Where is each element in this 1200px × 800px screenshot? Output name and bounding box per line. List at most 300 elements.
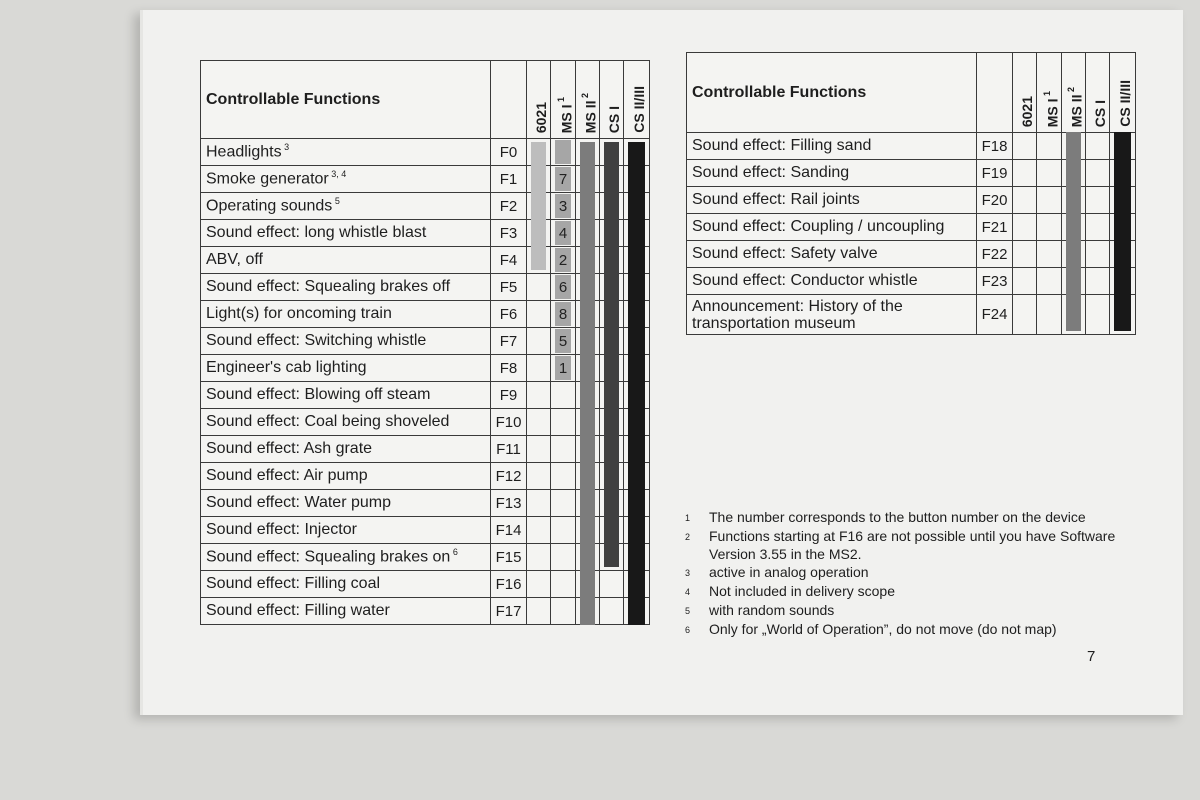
device-header: CS II/III — [1110, 53, 1136, 133]
device-support-cell — [1110, 187, 1136, 214]
table-row — [201, 220, 650, 247]
function-name: Sound effect: Safety valve — [687, 241, 977, 268]
function-name: Operating sounds $^5$ — [201, 193, 491, 220]
device-support-cell — [600, 355, 624, 382]
device-support-cell — [1110, 268, 1136, 295]
device-support-cell — [1086, 133, 1110, 160]
device-support-cell — [551, 274, 576, 301]
device-support-cell — [576, 328, 600, 355]
function-name: Sound effect: Coupling / uncoupling — [687, 214, 977, 241]
support-bar — [1114, 132, 1131, 160]
device-support-cell — [624, 409, 650, 436]
support-bar — [1114, 267, 1131, 295]
device-support-cell — [1086, 214, 1110, 241]
device-support-cell — [624, 544, 650, 571]
function-code: F13 — [491, 490, 527, 517]
device-support-cell — [551, 301, 576, 328]
device-header: CS II/III — [624, 61, 650, 139]
function-name: Sound effect: Sanding — [687, 160, 977, 187]
device-support-cell — [1086, 187, 1110, 214]
device-support-cell — [527, 517, 551, 544]
device-support-cell — [1062, 241, 1086, 268]
device-support-cell — [527, 301, 551, 328]
support-bar — [628, 300, 645, 328]
functions-table — [200, 60, 650, 625]
device-header: MS II $^2$ — [576, 61, 600, 139]
device-header: CS I — [600, 61, 624, 139]
device-support-cell — [1062, 268, 1086, 295]
device-support-cell — [1013, 214, 1037, 241]
device-support-cell — [527, 220, 551, 247]
function-code-header — [491, 61, 527, 139]
support-bar — [604, 408, 619, 436]
device-support-cell — [1086, 268, 1110, 295]
support-bar — [628, 408, 645, 436]
device-support-cell — [527, 193, 551, 220]
device-support-cell — [600, 490, 624, 517]
table-row — [687, 133, 1136, 160]
device-support-cell — [576, 382, 600, 409]
device-support-cell — [624, 382, 650, 409]
device-header: 6021 — [1013, 53, 1037, 133]
device-support-cell — [624, 355, 650, 382]
device-support-cell — [1110, 241, 1136, 268]
device-support-cell — [576, 220, 600, 247]
device-support-cell — [600, 247, 624, 274]
functions-table-right — [686, 52, 1136, 335]
device-support-cell — [1110, 160, 1136, 187]
support-bar — [531, 165, 546, 193]
device-support-cell — [624, 247, 650, 274]
support-bar — [604, 165, 619, 193]
support-bar — [628, 273, 645, 301]
function-code: F5 — [491, 274, 527, 301]
device-support-cell — [1062, 214, 1086, 241]
device-support-cell — [1110, 214, 1136, 241]
support-bar — [628, 543, 645, 571]
function-code: F23 — [977, 268, 1013, 295]
device-support-cell — [600, 517, 624, 544]
function-name: Sound effect: Coal being shoveled — [201, 409, 491, 436]
table-row — [201, 436, 650, 463]
device-support-cell — [600, 436, 624, 463]
device-support-cell — [527, 571, 551, 598]
table-row — [201, 274, 650, 301]
support-bar — [604, 192, 619, 220]
device-support-cell — [576, 166, 600, 193]
table-row — [201, 247, 650, 274]
support-bar — [580, 570, 595, 598]
device-support-cell — [576, 409, 600, 436]
device-support-cell — [1086, 160, 1110, 187]
table-row — [201, 490, 650, 517]
table-row — [201, 139, 650, 166]
device-support-cell — [576, 274, 600, 301]
device-support-cell — [1037, 133, 1062, 160]
table-row — [687, 214, 1136, 241]
footnote-number: 3 — [685, 568, 691, 578]
device-support-cell — [551, 247, 576, 274]
function-name: Sound effect: Conductor whistle — [687, 268, 977, 295]
footnote — [685, 527, 1125, 563]
function-code-header — [977, 53, 1013, 133]
function-name: ABV, off — [201, 247, 491, 274]
function-name: Light(s) for oncoming train — [201, 301, 491, 328]
table-row — [687, 187, 1136, 214]
device-support-cell — [1013, 187, 1037, 214]
function-code: F7 — [491, 328, 527, 355]
device-support-cell — [551, 436, 576, 463]
device-support-cell — [551, 490, 576, 517]
device-support-cell — [1013, 295, 1037, 335]
device-support-cell — [527, 409, 551, 436]
device-support-cell — [600, 598, 624, 625]
footnote-number: 5 — [685, 606, 691, 616]
support-bar — [628, 192, 645, 220]
device-support-cell — [1037, 187, 1062, 214]
support-bar — [1066, 186, 1081, 214]
support-bar — [604, 246, 619, 274]
support-bar — [1114, 294, 1131, 331]
device-support-cell — [527, 355, 551, 382]
support-bar — [1114, 240, 1131, 268]
support-bar — [604, 300, 619, 328]
device-support-cell — [527, 139, 551, 166]
device-support-cell — [1037, 295, 1062, 335]
support-bar — [580, 192, 595, 220]
footnote-number: 1 — [685, 513, 691, 523]
device-support-cell — [551, 355, 576, 382]
ms1-button-number: 1 — [555, 356, 571, 380]
device-support-cell — [527, 274, 551, 301]
support-bar — [580, 543, 595, 571]
device-support-cell — [1037, 214, 1062, 241]
ms1-button-number: 5 — [555, 329, 571, 353]
support-bar — [628, 327, 645, 355]
function-name: Sound effect: Ash grate — [201, 436, 491, 463]
function-name: Sound effect: Injector — [201, 517, 491, 544]
ms1-button-number: 6 — [555, 275, 571, 299]
support-bar — [580, 327, 595, 355]
device-support-cell — [600, 382, 624, 409]
device-header: CS I — [1086, 53, 1110, 133]
function-code: F4 — [491, 247, 527, 274]
support-bar — [1114, 186, 1131, 214]
function-code: F22 — [977, 241, 1013, 268]
support-bar — [628, 165, 645, 193]
support-bar — [531, 192, 546, 220]
support-bar — [580, 246, 595, 274]
table-title: Controllable Functions — [201, 61, 491, 139]
device-support-cell — [527, 247, 551, 274]
device-support-cell — [551, 166, 576, 193]
table-row — [201, 355, 650, 382]
table-row — [201, 571, 650, 598]
support-bar — [580, 489, 595, 517]
support-bar — [628, 219, 645, 247]
support-bar — [580, 516, 595, 544]
function-code: F11 — [491, 436, 527, 463]
footnote — [685, 563, 1125, 582]
function-name: Sound effect: Air pump — [201, 463, 491, 490]
device-support-cell — [1013, 268, 1037, 295]
device-support-cell — [551, 328, 576, 355]
table-row — [201, 598, 650, 625]
device-support-cell — [576, 355, 600, 382]
support-bar — [1066, 240, 1081, 268]
support-bar — [580, 381, 595, 409]
device-support-cell — [624, 436, 650, 463]
table-title: Controllable Functions — [687, 53, 977, 133]
device-header: MS II $^2$ — [1062, 53, 1086, 133]
table-row — [201, 409, 650, 436]
support-bar — [580, 219, 595, 247]
device-support-cell — [624, 301, 650, 328]
support-bar — [628, 462, 645, 490]
function-code: F21 — [977, 214, 1013, 241]
support-bar — [628, 570, 645, 598]
support-bar — [604, 435, 619, 463]
device-support-cell — [600, 220, 624, 247]
function-name: Engineer's cab lighting — [201, 355, 491, 382]
support-bar — [604, 462, 619, 490]
support-bar — [1066, 213, 1081, 241]
function-name: Headlights $^3$ — [201, 139, 491, 166]
device-support-cell — [527, 544, 551, 571]
device-support-cell — [624, 463, 650, 490]
device-support-cell — [576, 247, 600, 274]
support-bar — [628, 597, 645, 625]
device-support-cell — [1013, 241, 1037, 268]
device-support-cell — [600, 274, 624, 301]
device-support-cell — [527, 166, 551, 193]
device-support-cell — [1013, 160, 1037, 187]
device-support-cell — [551, 220, 576, 247]
device-support-cell — [551, 193, 576, 220]
support-bar — [628, 246, 645, 274]
table-row — [687, 241, 1136, 268]
support-bar — [531, 142, 546, 166]
function-code: F19 — [977, 160, 1013, 187]
footnotes — [685, 508, 1125, 639]
table-row — [201, 517, 650, 544]
footnote-text: Not included in delivery scope — [709, 583, 895, 599]
device-support-cell — [600, 166, 624, 193]
footnote-text: with random sounds — [709, 602, 835, 618]
device-support-cell — [551, 463, 576, 490]
support-bar — [628, 142, 645, 166]
function-code: F14 — [491, 517, 527, 544]
table-row — [687, 295, 1136, 335]
functions-table — [686, 52, 1136, 335]
function-name: Sound effect: Squealing brakes on $^6$ — [201, 544, 491, 571]
support-bar — [604, 327, 619, 355]
support-bar — [628, 489, 645, 517]
function-code: F24 — [977, 295, 1013, 335]
device-support-cell — [624, 571, 650, 598]
device-support-cell — [1062, 295, 1086, 335]
support-bar — [1114, 213, 1131, 241]
support-bar — [604, 489, 619, 517]
function-code: F10 — [491, 409, 527, 436]
device-support-cell — [576, 463, 600, 490]
device-support-cell — [576, 571, 600, 598]
support-bar — [604, 381, 619, 409]
device-support-cell — [1037, 241, 1062, 268]
function-name: Sound effect: Blowing off steam — [201, 382, 491, 409]
function-name: Sound effect: Water pump — [201, 490, 491, 517]
support-bar — [580, 300, 595, 328]
support-bar — [604, 543, 619, 567]
page-number: 7 — [1087, 648, 1096, 665]
function-code: F9 — [491, 382, 527, 409]
support-bar — [580, 354, 595, 382]
device-support-cell — [600, 544, 624, 571]
support-bar — [604, 516, 619, 544]
device-support-cell — [551, 409, 576, 436]
device-support-cell — [600, 139, 624, 166]
function-code: F1 — [491, 166, 527, 193]
device-support-cell — [576, 598, 600, 625]
device-support-cell — [600, 193, 624, 220]
device-support-cell — [527, 463, 551, 490]
function-name: Sound effect: Filling coal — [201, 571, 491, 598]
functions-table-left — [200, 60, 650, 625]
device-support-cell — [1110, 133, 1136, 160]
function-code: F2 — [491, 193, 527, 220]
support-bar — [580, 597, 595, 625]
ms1-button-number: 8 — [555, 302, 571, 326]
function-code: F0 — [491, 139, 527, 166]
device-support-cell — [576, 544, 600, 571]
function-name: Smoke generator $^{3, 4}$ — [201, 166, 491, 193]
device-support-cell — [1062, 187, 1086, 214]
footnote — [685, 620, 1125, 639]
footnote-text: active in analog operation — [709, 564, 869, 580]
table-row — [201, 544, 650, 571]
support-bar — [1114, 159, 1131, 187]
function-code: F8 — [491, 355, 527, 382]
footnote-number: 2 — [685, 532, 691, 542]
device-support-cell — [576, 193, 600, 220]
device-header: MS I $^1$ — [1037, 53, 1062, 133]
support-bar — [604, 219, 619, 247]
device-support-cell — [1086, 295, 1110, 335]
support-bar — [604, 273, 619, 301]
device-support-cell — [551, 139, 576, 166]
support-bar — [580, 165, 595, 193]
table-row — [201, 301, 650, 328]
support-bar — [604, 354, 619, 382]
footnote-text: Functions starting at F16 are not possible until you have Software Version 3.55 in the MS2. — [709, 528, 1116, 562]
device-support-cell — [527, 328, 551, 355]
footnote-number: 6 — [685, 625, 691, 635]
device-support-cell — [1086, 241, 1110, 268]
device-support-cell — [527, 382, 551, 409]
device-support-cell — [600, 463, 624, 490]
support-bar — [628, 354, 645, 382]
function-name: Announcement: History of the transportation museum — [687, 295, 977, 335]
function-code: F18 — [977, 133, 1013, 160]
device-support-cell — [527, 436, 551, 463]
function-code: F6 — [491, 301, 527, 328]
support-bar — [1066, 132, 1081, 160]
function-name: Sound effect: Rail joints — [687, 187, 977, 214]
support-bar — [1066, 267, 1081, 295]
device-support-cell — [600, 301, 624, 328]
device-support-cell — [551, 517, 576, 544]
device-support-cell — [624, 274, 650, 301]
table-row — [201, 193, 650, 220]
footnote — [685, 582, 1125, 601]
device-support-cell — [576, 139, 600, 166]
table-row — [201, 328, 650, 355]
device-support-cell — [624, 328, 650, 355]
table-row — [687, 160, 1136, 187]
device-support-cell — [624, 517, 650, 544]
support-bar — [628, 435, 645, 463]
support-bar — [604, 142, 619, 166]
ms1-button-number: 7 — [555, 167, 571, 191]
device-support-cell — [600, 328, 624, 355]
device-support-cell — [551, 571, 576, 598]
support-bar — [1066, 159, 1081, 187]
device-support-cell — [624, 598, 650, 625]
footnote — [685, 601, 1125, 620]
device-support-cell — [576, 517, 600, 544]
device-support-cell — [624, 139, 650, 166]
device-support-cell — [1110, 295, 1136, 335]
device-header: MS I $^1$ — [551, 61, 576, 139]
ms1-button-number — [555, 140, 571, 164]
support-bar — [580, 462, 595, 490]
device-support-cell — [624, 166, 650, 193]
support-bar — [580, 142, 595, 166]
function-code: F12 — [491, 463, 527, 490]
device-support-cell — [551, 544, 576, 571]
device-support-cell — [1013, 133, 1037, 160]
table-row — [687, 268, 1136, 295]
function-name: Sound effect: Squealing brakes off — [201, 274, 491, 301]
device-support-cell — [576, 436, 600, 463]
support-bar — [580, 273, 595, 301]
device-support-cell — [527, 490, 551, 517]
footnote-text: Only for „World of Operation”, do not move (do not map) — [709, 621, 1057, 637]
function-name: Sound effect: long whistle blast — [201, 220, 491, 247]
table-row — [201, 382, 650, 409]
function-name: Sound effect: Filling water — [201, 598, 491, 625]
ms1-button-number: 2 — [555, 248, 571, 272]
support-bar — [580, 408, 595, 436]
device-support-cell — [624, 193, 650, 220]
support-bar — [628, 516, 645, 544]
device-support-cell — [1037, 268, 1062, 295]
device-support-cell — [600, 409, 624, 436]
device-support-cell — [527, 598, 551, 625]
ms1-button-number: 3 — [555, 194, 571, 218]
support-bar — [580, 435, 595, 463]
table-row — [201, 463, 650, 490]
ms1-button-number: 4 — [555, 221, 571, 245]
device-support-cell — [624, 220, 650, 247]
device-header: 6021 — [527, 61, 551, 139]
support-bar — [531, 246, 546, 270]
support-bar — [628, 381, 645, 409]
device-support-cell — [624, 490, 650, 517]
function-code: F15 — [491, 544, 527, 571]
device-support-cell — [1062, 133, 1086, 160]
footnote-number: 4 — [685, 587, 691, 597]
